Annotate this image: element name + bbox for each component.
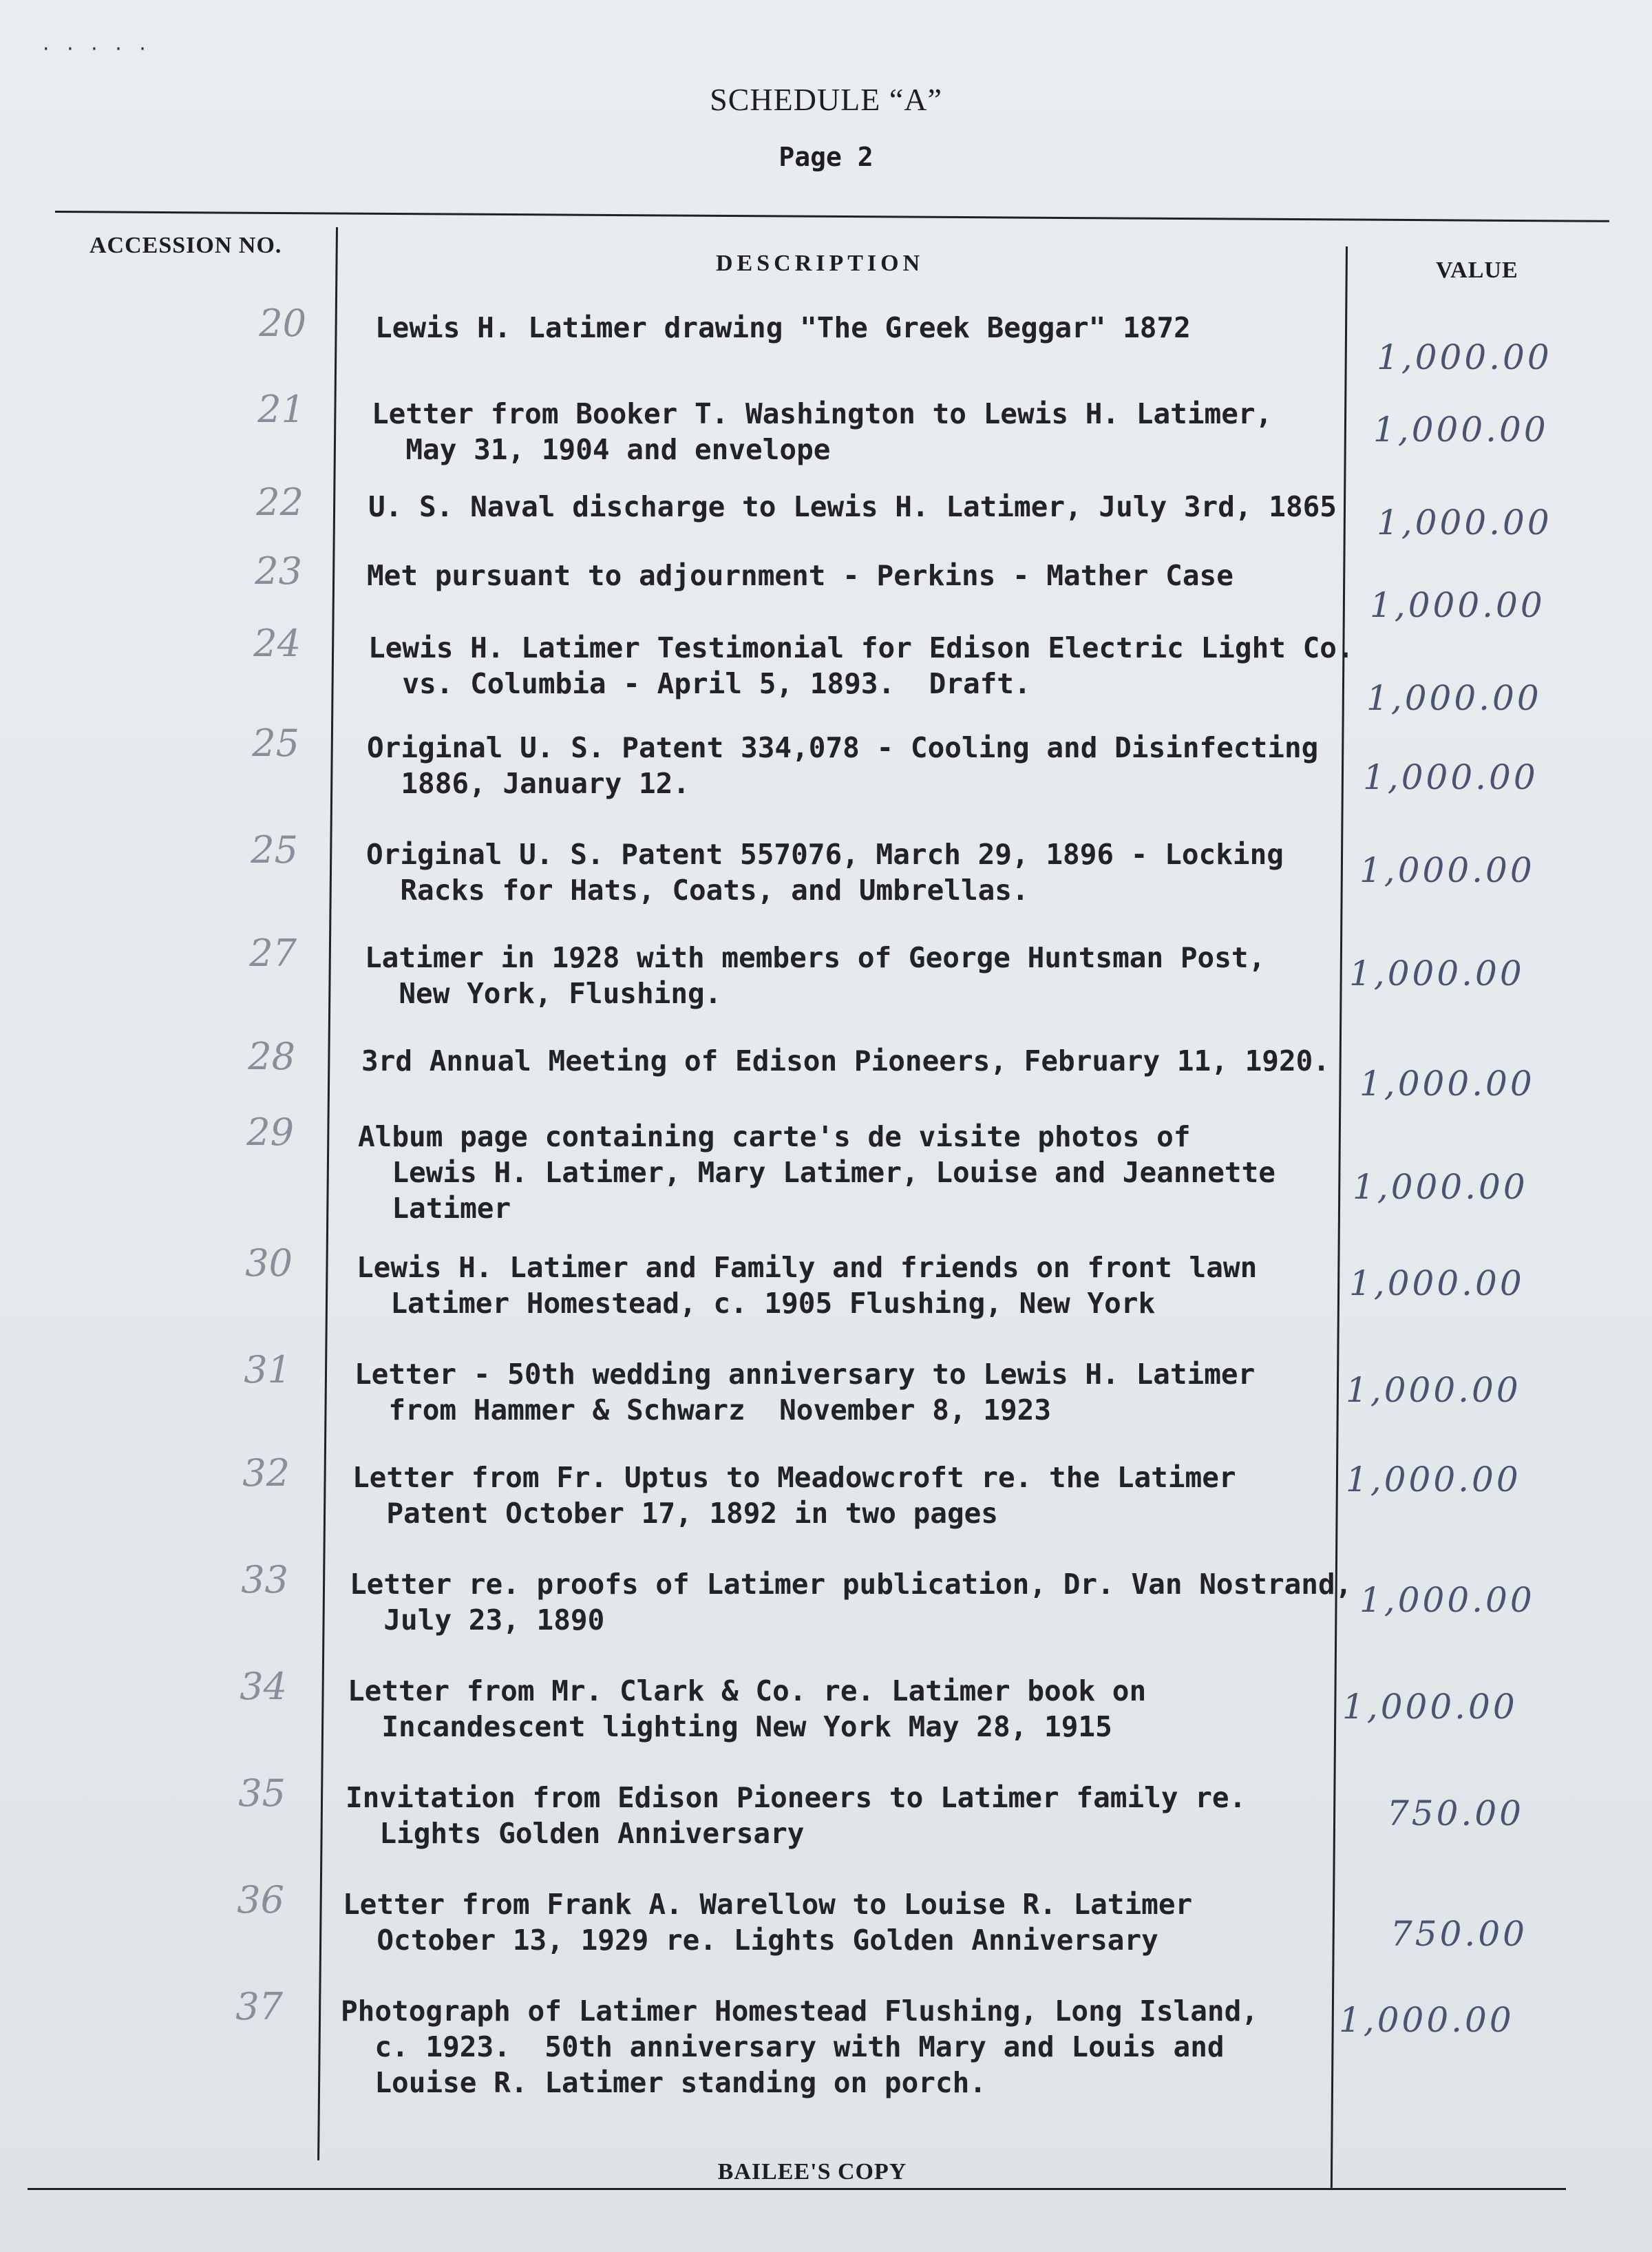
entry-value: 1,000.00 bbox=[1377, 337, 1552, 377]
entry-value: 1,000.00 bbox=[1342, 1687, 1518, 1727]
accession-number: 21 bbox=[257, 388, 305, 431]
entry-description-line: October 13, 1929 re. Lights Golden Anniversary bbox=[343, 1924, 1158, 1957]
entry-description-line: 3rd Annual Meeting of Edison Pioneers, February 11, 1920. bbox=[361, 1044, 1330, 1077]
entry-description-line: Album page containing carte's de visite photos of bbox=[358, 1120, 1191, 1153]
entry-description-line: Latimer in 1928 with members of George Huntsman Post, bbox=[365, 941, 1266, 974]
accession-number: 28 bbox=[248, 1035, 295, 1078]
accession-column-header: ACCESSION NO. bbox=[89, 233, 282, 258]
entry-value: 1,000.00 bbox=[1353, 1167, 1528, 1207]
accession-number: 36 bbox=[237, 1878, 284, 1922]
accession-number: 23 bbox=[255, 549, 302, 593]
entry-description-line: Lewis H. Latimer Testimonial for Edison Electric Light Co. bbox=[368, 631, 1354, 664]
accession-number: 37 bbox=[235, 1985, 283, 2028]
entry-value: 1,000.00 bbox=[1377, 503, 1552, 543]
accession-number: 20 bbox=[259, 302, 306, 345]
entry-description-line: Met pursuant to adjournment - Perkins - Mather Case bbox=[367, 559, 1233, 592]
accession-number: 22 bbox=[256, 481, 304, 524]
margin-specks: · · · · · bbox=[43, 37, 151, 61]
entry-description-line: Letter re. proofs of Latimer publication, Dr. Van Nostrand, bbox=[350, 1568, 1353, 1601]
entry-value: 1,000.00 bbox=[1363, 757, 1538, 797]
entry-value: 1,000.00 bbox=[1349, 954, 1525, 993]
accession-number: 25 bbox=[251, 828, 298, 872]
entry-value: 1,000.00 bbox=[1346, 1460, 1521, 1499]
entry-value: 750.00 bbox=[1390, 1914, 1527, 1954]
entry-value: 1,000.00 bbox=[1359, 1580, 1535, 1620]
accession-number: 24 bbox=[253, 622, 301, 665]
entry-description-line: Lights Golden Anniversary bbox=[346, 1817, 805, 1850]
entry-description-line: Lewis H. Latimer drawing "The Greek Beggar" 1872 bbox=[375, 311, 1191, 344]
entry-description-line: c. 1923. 50th anniversary with Mary and Louis and bbox=[341, 2030, 1225, 2063]
accession-number: 32 bbox=[242, 1451, 290, 1495]
accession-number: 30 bbox=[245, 1241, 293, 1285]
bailee-copy-label: BAILEE'S COPY bbox=[717, 2159, 907, 2185]
entry-description-line: Letter from Booker T. Washington to Lewis H. Latimer, bbox=[372, 397, 1273, 430]
entry-description-line: Original U. S. Patent 557076, March 29, 1896 - Locking bbox=[366, 838, 1284, 871]
entry-description-line: July 23, 1890 bbox=[350, 1603, 605, 1637]
entry-value: 1,000.00 bbox=[1346, 1370, 1521, 1410]
left-column-rule bbox=[317, 227, 338, 2160]
entry-description-line: Photograph of Latimer Homestead Flushing, Long Island, bbox=[341, 1995, 1258, 2028]
accession-number: 34 bbox=[240, 1665, 287, 1708]
accession-number: 25 bbox=[252, 722, 299, 765]
entry-description-line: Original U. S. Patent 334,078 - Cooling and Disinfecting bbox=[367, 731, 1319, 764]
entry-description-line: Incandescent lighting New York May 28, 1915 bbox=[348, 1710, 1112, 1743]
entry-value: 1,000.00 bbox=[1359, 850, 1535, 890]
entry-value: 1,000.00 bbox=[1339, 2000, 1514, 2040]
entry-value: 1,000.00 bbox=[1370, 585, 1545, 625]
description-column-header: DESCRIPTION bbox=[716, 251, 924, 276]
value-column-header: VALUE bbox=[1436, 257, 1518, 283]
entry-value: 1,000.00 bbox=[1359, 1064, 1535, 1104]
entry-value: 1,000.00 bbox=[1349, 1263, 1525, 1303]
accession-number: 35 bbox=[238, 1771, 286, 1815]
entry-description-line: Patent October 17, 1892 in two pages bbox=[352, 1497, 998, 1530]
entry-description-line: May 31, 1904 and envelope bbox=[372, 433, 831, 466]
accession-number: 33 bbox=[241, 1558, 288, 1601]
header-rule bbox=[55, 211, 1609, 222]
entry-description-line: Letter from Frank A. Warellow to Louise R. Latimer bbox=[343, 1888, 1193, 1921]
entry-description-line: Louise R. Latimer standing on porch. bbox=[341, 2066, 986, 2099]
entry-description-line: Latimer Homestead, c. 1905 Flushing, New York bbox=[357, 1287, 1156, 1320]
entry-value: 750.00 bbox=[1387, 1793, 1524, 1833]
entry-description-line: Letter from Mr. Clark & Co. re. Latimer book on bbox=[348, 1674, 1147, 1707]
footer-rule bbox=[28, 2188, 1566, 2190]
entry-description-line: Latimer bbox=[358, 1192, 511, 1225]
accession-number: 29 bbox=[246, 1111, 294, 1154]
entry-description-line: from Hammer & Schwarz November 8, 1923 bbox=[354, 1393, 1052, 1427]
page-number: Page 2 bbox=[779, 142, 873, 172]
entry-description-line: Invitation from Edison Pioneers to Latimer family re. bbox=[346, 1781, 1247, 1814]
entry-description-line: Racks for Hats, Coats, and Umbrellas. bbox=[366, 874, 1029, 907]
entry-description-line: U. S. Naval discharge to Lewis H. Latimer, July 3rd, 1865 bbox=[368, 490, 1337, 523]
entry-description-line: Letter - 50th wedding anniversary to Lewis H. Latimer bbox=[354, 1358, 1256, 1391]
accession-number: 31 bbox=[244, 1348, 291, 1391]
right-column-rule bbox=[1331, 246, 1348, 2188]
accession-number: 27 bbox=[249, 932, 297, 975]
entry-description-line: Letter from Fr. Uptus to Meadowcroft re. the Latimer bbox=[352, 1461, 1236, 1494]
entry-description-line: 1886, January 12. bbox=[367, 767, 690, 800]
entry-description-line: Lewis H. Latimer and Family and friends on front lawn bbox=[357, 1251, 1258, 1284]
entry-description-line: vs. Columbia - April 5, 1893. Draft. bbox=[368, 667, 1031, 700]
entry-description-line: New York, Flushing. bbox=[365, 977, 722, 1010]
entry-description-line: Lewis H. Latimer, Mary Latimer, Louise and Jeannette bbox=[358, 1156, 1275, 1189]
entry-value: 1,000.00 bbox=[1366, 678, 1542, 718]
schedule-title: SCHEDULE “A” bbox=[710, 82, 942, 117]
entry-value: 1,000.00 bbox=[1373, 410, 1549, 450]
